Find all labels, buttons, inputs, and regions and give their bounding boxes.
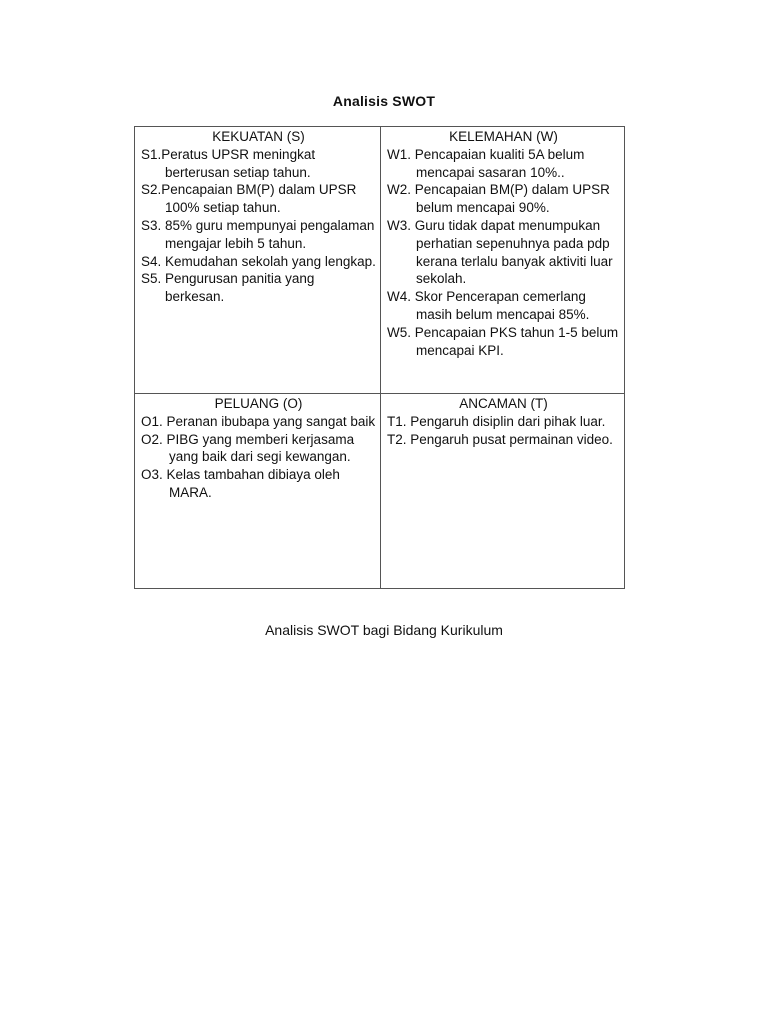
- strengths-cell: [135, 127, 381, 394]
- table-caption: Analisis SWOT bagi Bidang Kurikulum: [265, 622, 503, 638]
- opportunity-item: O3. Kelas tambahan dibiaya oleh MARA.: [141, 467, 340, 500]
- weaknesses-heading: KELEMAHAN (W): [449, 129, 558, 144]
- strengths-heading: KEKUATAN (S): [212, 129, 305, 144]
- strength-item: S4. Kemudahan sekolah yang lengkap.: [141, 253, 376, 269]
- strength-item: S2.Pencapaian BM(P) dalam UPSR 100% setiap tahun.: [141, 182, 357, 216]
- swot-table: [134, 126, 625, 589]
- weaknesses-cell: [381, 127, 624, 394]
- threat-item: T1. Pengaruh disiplin dari pihak luar.: [387, 413, 606, 429]
- document-title: Analisis SWOT: [332, 93, 436, 109]
- weakness-item: W4. Skor Pencerapan cemerlang masih belum mencapai 85%.: [387, 289, 590, 322]
- opportunity-item: O1. Peranan ibubapa yang sangat baik: [141, 413, 376, 429]
- strength-item: S1.Peratus UPSR meningkat berterusan setiap tahun.: [141, 146, 316, 180]
- opportunity-item: O2. PIBG yang memberi kerjasama: [141, 431, 355, 447]
- opportunities-cell: [135, 394, 381, 588]
- threats-cell: [381, 394, 624, 588]
- weakness-item: W1. Pencapaian kualiti 5A belum mencapai sasaran 10%..: [387, 146, 585, 180]
- opportunity-item-continuation: yang baik dari segi kewangan.: [169, 449, 351, 465]
- weakness-item: W3. Guru tidak dapat menumpukan perhatian sepenuhnya pada pdp kerana terlalu banyak aktiviti luar sekolah.: [387, 217, 613, 287]
- weakness-item: W5. Pencapaian PKS tahun 1-5 belum mencapai KPI.: [387, 324, 619, 358]
- threat-item: T2. Pengaruh pusat permainan video.: [387, 431, 613, 447]
- threats-heading: ANCAMAN (T): [459, 396, 548, 411]
- strength-item: S5. Pengurusan panitia yang berkesan.: [141, 271, 315, 305]
- strength-item: S3. 85% guru mempunyai pengalaman mengajar lebih 5 tahun.: [141, 217, 375, 251]
- opportunities-heading: PELUANG (O): [214, 396, 303, 411]
- weakness-item: W2. Pencapaian BM(P) dalam UPSR belum mencapai 90%.: [387, 182, 610, 216]
